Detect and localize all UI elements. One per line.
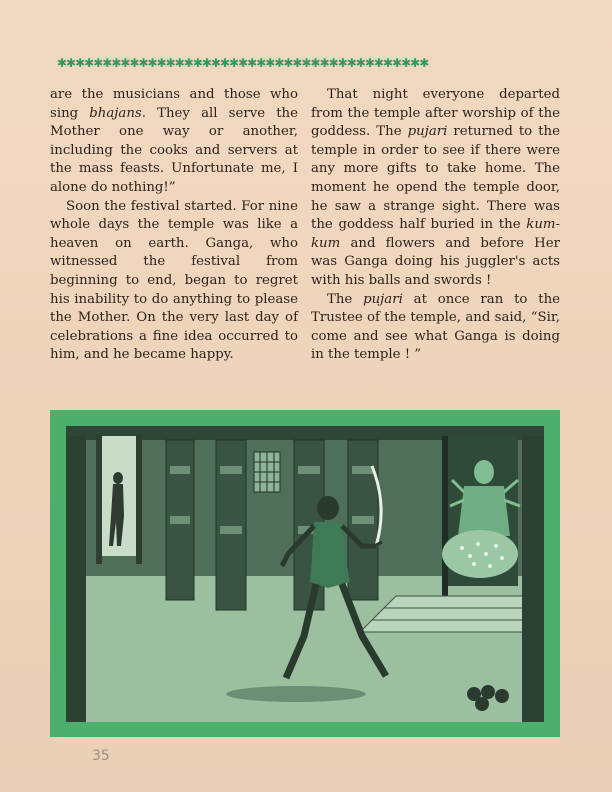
decorative-border: ✱✱✱✱✱✱✱✱✱✱✱✱✱✱✱✱✱✱✱✱✱✱✱✱✱✱✱✱✱✱✱✱✱✱✱✱✱✱✱✱✱ bbox=[57, 56, 429, 70]
paragraph: Soon the festival started. For nine whole days the temple was like a heaven on earth. Ganga, who witnessed the festival from beginning to end, began to regret his inability to do anything to please the Mother. On the very last day of celebrations a fine idea occurred to him, and he became happy. bbox=[50, 198, 298, 363]
paragraph: are the musicians and those who sing bhajans. They all serve the Mother one way or another, including the cooks and servers at the mass feasts. Unfortunate me, I alone do nothing!” bbox=[50, 87, 298, 195]
temple-juggler-illustration bbox=[66, 426, 544, 722]
page-number: 35 bbox=[92, 748, 110, 764]
paragraph: The pujari at once ran to the Trustee of the temple, and said, “Sir, come and see what Ganga is doing in the temple ! ” bbox=[311, 291, 560, 363]
left-text-column bbox=[50, 86, 298, 365]
paragraph: That night everyone departed from the temple after worship of the goddess. The pujari returned to the temple in order to see if there were any more gifts to take home. The moment he opend the temple door, he saw a strange sight. There was the goddess half buried in the kum-kum and flowers and before Her was Ganga doing his juggler's acts with his balls and swords ! bbox=[311, 87, 560, 288]
right-text-column bbox=[311, 86, 560, 365]
illustration-frame bbox=[50, 410, 560, 737]
